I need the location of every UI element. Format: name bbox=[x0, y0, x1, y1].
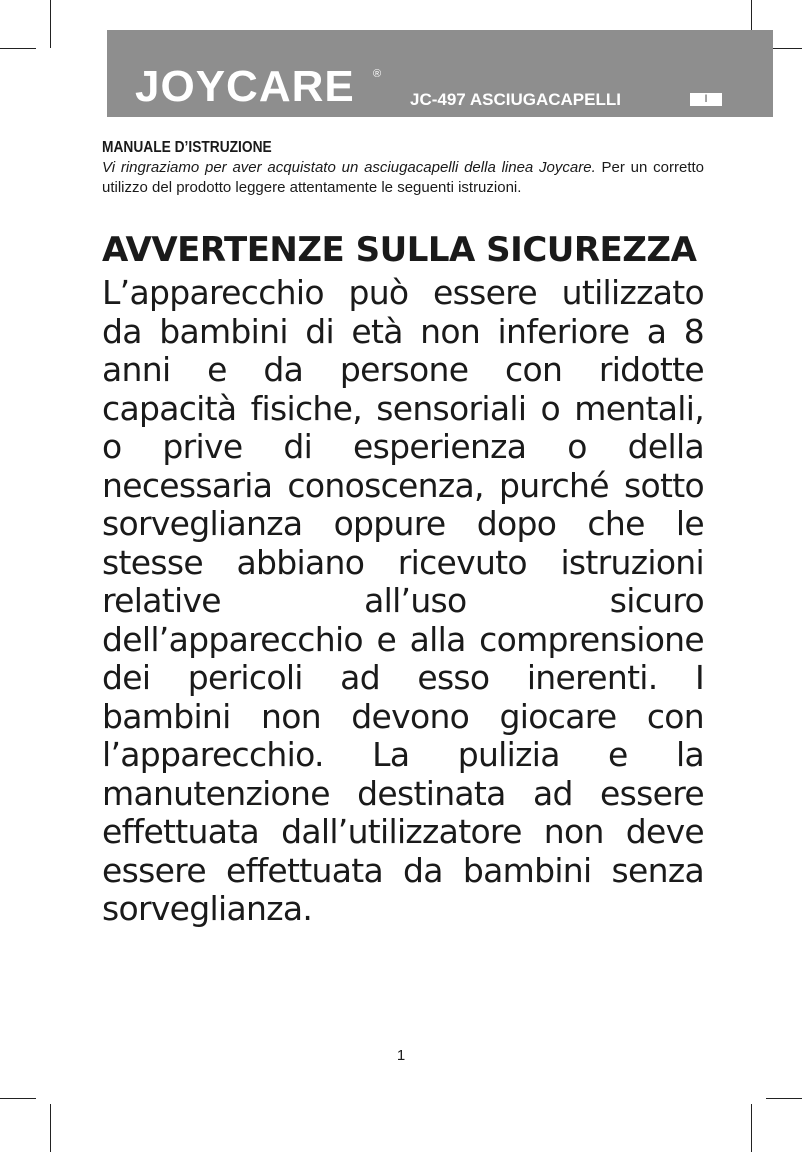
intro-thanks-text: Vi ringraziamo per aver acquistato un asciugacapelli della linea Joycare. bbox=[102, 159, 596, 176]
safety-body: L’apparecchio può essere utilizzato da bambini di età non inferiore a 8 anni e da persone con ridotte capacità fisiche, sensoriali o mentali, o prive di esperienza o della necessaria conoscenza, purché sotto sorveglianza oppure dopo che le stesse abbiano ricevuto istruzioni relative all’uso sicuro dell’apparecchio e alla comprensione dei pericoli ad esso inerenti. I bambini non devono giocare con l’apparecchio. La pulizia e la manutenzione destinata ad essere effettuata dall’utilizzatore non deve essere effettuata da bambini senza sorveglianza. bbox=[102, 273, 704, 928]
model-title: JC-497 ASCIUGACAPELLI bbox=[410, 90, 621, 109]
crop-mark-top-left-horizontal bbox=[0, 48, 36, 49]
intro-section bbox=[102, 138, 704, 198]
crop-mark-bottom-left-horizontal bbox=[0, 1098, 36, 1099]
registered-mark: ® bbox=[373, 68, 382, 80]
safety-title: AVVERTENZE SULLA SICUREZZA bbox=[102, 230, 697, 270]
intro-paragraph bbox=[102, 158, 704, 198]
header-band bbox=[107, 30, 773, 117]
safety-section bbox=[102, 226, 704, 929]
crop-mark-bottom-left-vertical bbox=[50, 1104, 51, 1152]
language-badge: I bbox=[690, 93, 722, 106]
crop-mark-top-left-vertical bbox=[50, 0, 51, 48]
manual-heading: MANUALE D’ISTRUZIONE bbox=[102, 139, 272, 156]
crop-mark-bottom-right-vertical bbox=[751, 1104, 752, 1152]
page-number: 1 bbox=[396, 1047, 406, 1064]
intro-instructions-text: Per un corretto utilizzo del prodotto leggere attentamente le seguenti istruzioni. bbox=[102, 159, 704, 196]
brand-logo: JOYCARE bbox=[135, 62, 355, 111]
crop-mark-bottom-right-horizontal bbox=[766, 1098, 802, 1099]
